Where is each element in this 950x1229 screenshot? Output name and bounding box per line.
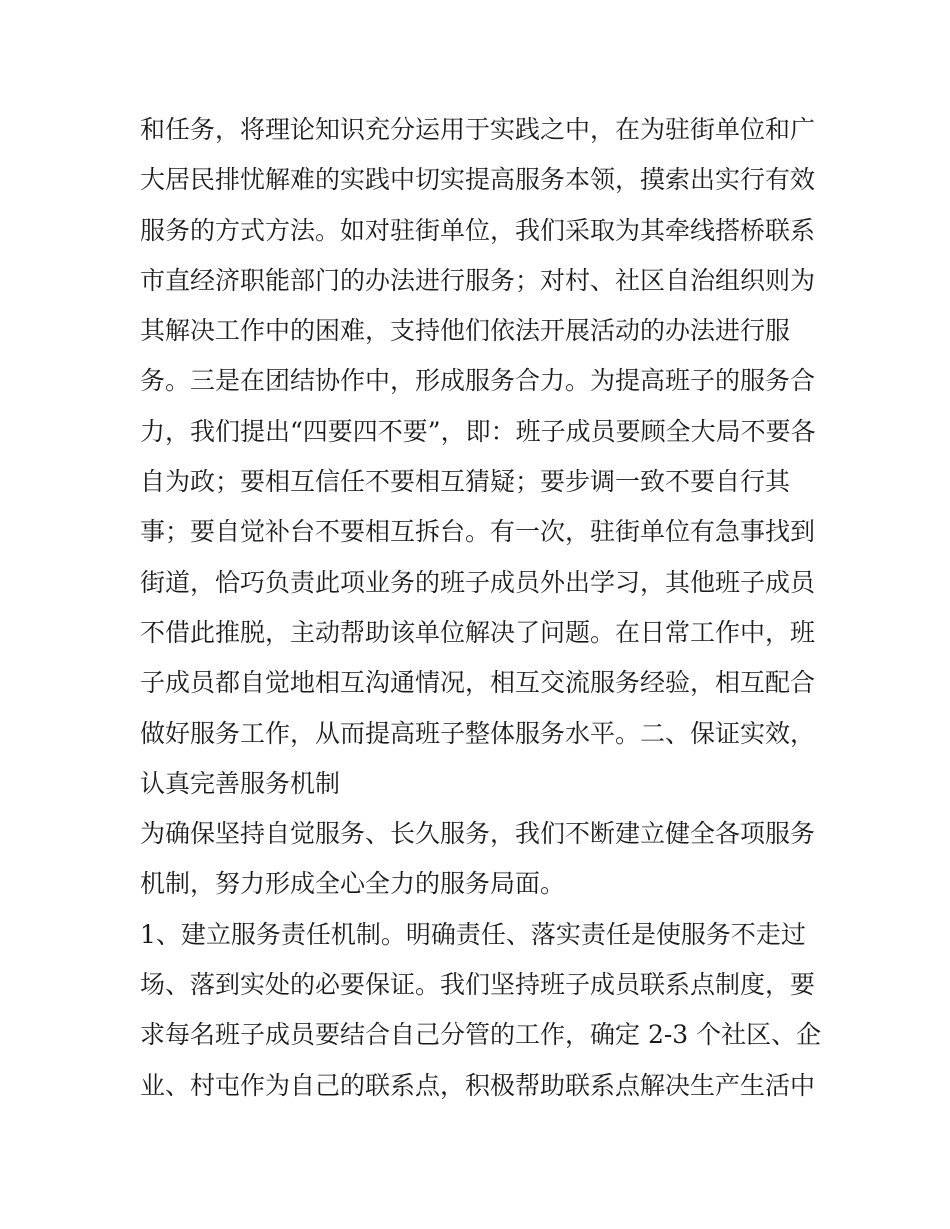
- text-line: 市直经济职能部门的办法进行服务；对村、社区自治组织则为: [140, 265, 816, 295]
- text-line: 子成员都自觉地相互沟通情况，相互交流服务经验，相互配合: [140, 668, 816, 698]
- text-line: 其解决工作中的困难，支持他们依法开展活动的办法进行服: [140, 316, 791, 346]
- text-line: 1、建立服务责任机制。明确责任、落实责任是使服务不走过: [140, 919, 806, 949]
- text-line: 求每名班子成员要结合自己分管的工作，确定 2-3 个社区、企: [140, 1020, 822, 1050]
- text-line: 力，我们提出“四要四不要”，即：班子成员要顾全大局不要各: [140, 416, 816, 446]
- text-line: 街道，恰巧负责此项业务的班子成员外出学习，其他班子成员: [140, 567, 816, 597]
- text-line: 为确保坚持自觉服务、长久服务，我们不断建立健全各项服务: [140, 819, 816, 849]
- text-line: 和任务，将理论知识充分运用于实践之中，在为驻街单位和广: [140, 115, 816, 144]
- text-line: 事；要自觉补台不要相互拆台。有一次，驻街单位有急事找到: [140, 517, 816, 547]
- body-text: [140, 105, 820, 1111]
- section-heading: 认真完善服务机制: [140, 768, 341, 798]
- text-line: 大居民排忧解难的实践中切实提高服务本领，摸索出实行有效: [140, 165, 816, 195]
- text-line: 服务的方式方法。如对驻街单位，我们采取为其牵线搭桥联系: [140, 215, 816, 245]
- text-line: 做好服务工作，从而提高班子整体服务水平。二、保证实效，: [140, 718, 816, 748]
- text-line: 自为政；要相互信任不要相互猜疑；要步调一致不要自行其: [140, 467, 791, 497]
- text-line: 务。三是在团结协作中，形成服务合力。为提高班子的服务合: [140, 366, 816, 396]
- text-line: 场、落到实处的必要保证。我们坚持班子成员联系点制度，要: [140, 970, 816, 1000]
- text-line: 业、村屯作为自己的联系点，积极帮助联系点解决生产生活中: [140, 1070, 816, 1100]
- text-line: 不借此推脱，主动帮助该单位解决了问题。在日常工作中，班: [140, 617, 816, 647]
- text-line: 机制，努力形成全心全力的服务局面。: [140, 869, 566, 899]
